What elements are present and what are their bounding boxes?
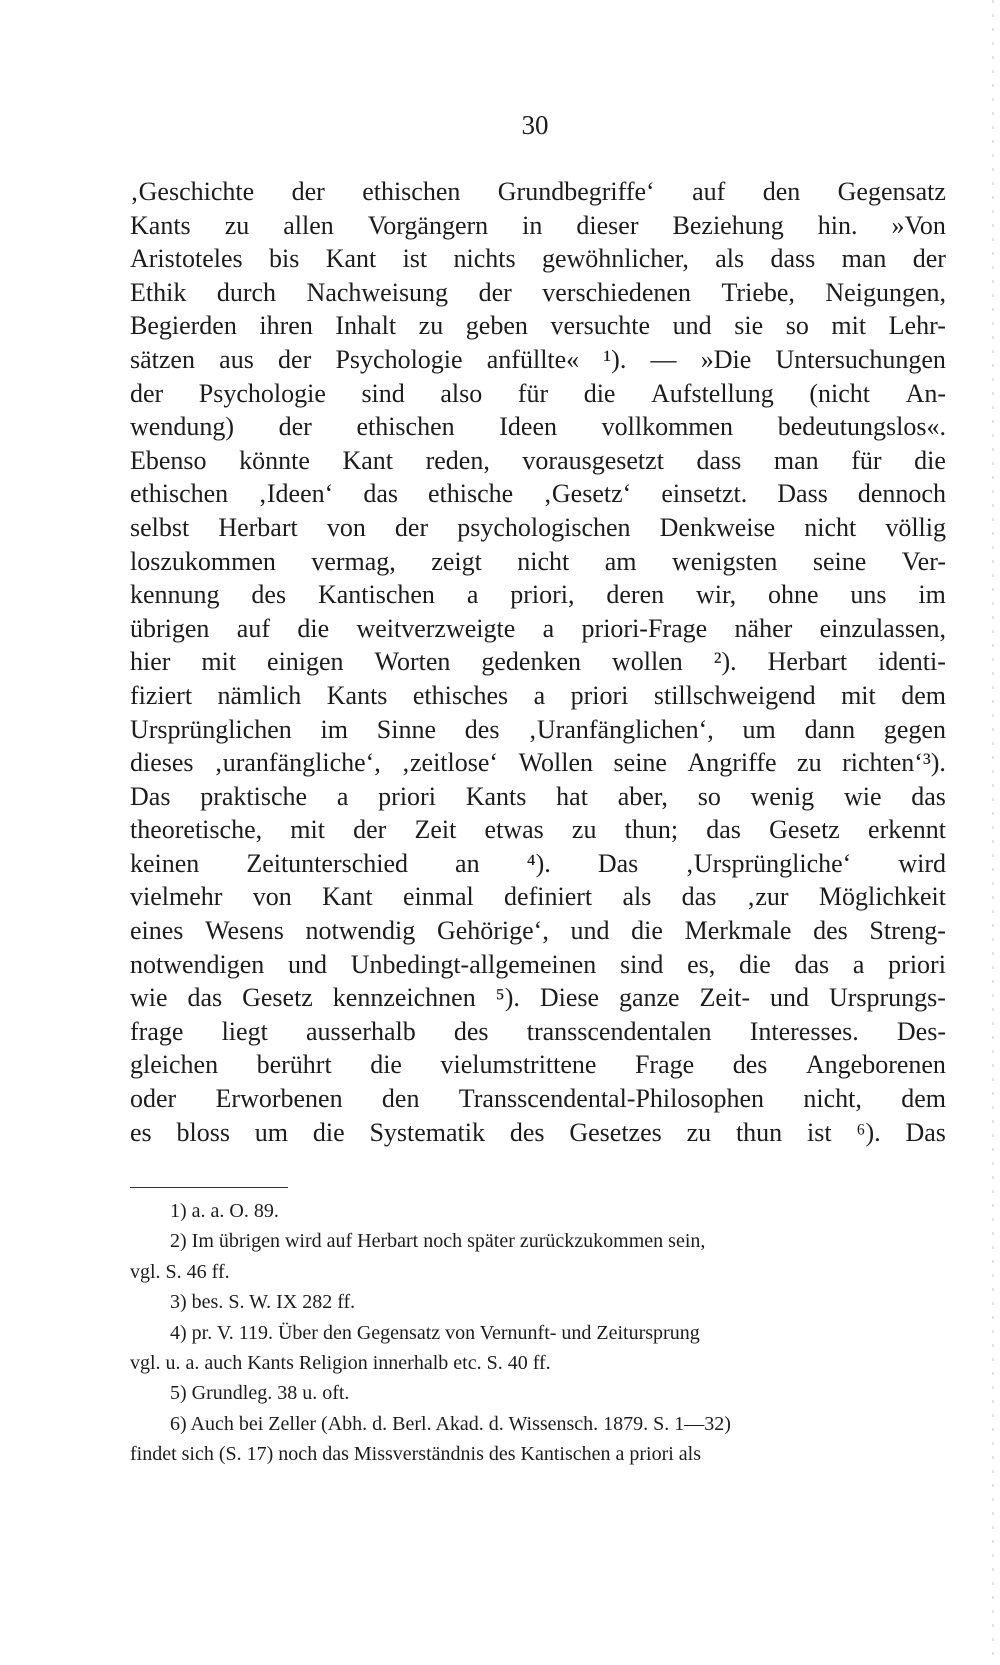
text-line: vielmehr von Kant einmal definiert als das ‚zur Möglichkeit <box>130 882 946 912</box>
text-line: Ethik durch Nachweisung der verschiedenen Triebe, Neigungen, <box>130 277 946 307</box>
text-line: übrigen auf die weitverzweigte a priori-Frage näher einzulassen, <box>130 613 946 643</box>
text-line: sätzen aus der Psychologie anfüllte« ¹). — »Die Untersuchungen <box>130 344 946 374</box>
text-line: Aristoteles bis Kant ist nichts gewöhnlicher, als dass man der <box>130 244 946 274</box>
text-line: fiziert nämlich Kants ethisches a priori stillschweigend mit dem <box>130 680 946 710</box>
text-line: notwendigen und Unbedingt-allgemeinen sind es, die das a priori <box>130 949 946 979</box>
footnote-line: vgl. u. a. auch Kants Religion innerhalb etc. S. 40 ff. <box>130 1351 551 1374</box>
footnotes-block <box>130 1196 946 1470</box>
text-line: oder Erworbenen den Transscendental-Philosophen nicht, dem <box>130 1084 946 1114</box>
text-line: keinen Zeitunterschied an ⁴). Das ‚Ursprüngliche‘ wird <box>130 848 946 878</box>
text-line: Ebenso könnte Kant reden, vorausgesetzt dass man für die <box>130 445 946 475</box>
text-line: kennung des Kantischen a priori, deren wir, ohne uns im <box>130 580 946 610</box>
footnote-line: 2) Im übrigen wird auf Herbart noch später zurückzukommen sein, <box>170 1230 706 1253</box>
text-line: Das praktische a priori Kants hat aber, so wenig wie das <box>130 781 946 811</box>
text-line: Begierden ihren Inhalt zu geben versuchte und sie so mit Lehr- <box>130 311 946 341</box>
text-line: Ursprünglichen im Sinne des ‚Uranfänglichen‘, um dann gegen <box>130 714 946 744</box>
footnote-separator <box>130 1187 288 1188</box>
footnote-line: 4) pr. V. 119. Über den Gegensatz von Vernunft- und Zeitursprung <box>170 1321 700 1344</box>
text-line: es bloss um die Systematik des Gesetzes zu thun ist ⁶). Das <box>130 1117 946 1147</box>
text-line: wie das Gesetz kennzeichnen ⁵). Diese ganze Zeit- und Ursprungs- <box>130 983 946 1013</box>
text-line: loszukommen vermag, zeigt nicht am wenigsten seine Ver- <box>130 546 946 576</box>
footnote-line: 6) Auch bei Zeller (Abh. d. Berl. Akad. d. Wissensch. 1879. S. 1—32) <box>170 1412 731 1435</box>
text-line: ‚Geschichte der ethischen Grundbegriffe‘ auf den Gegensatz <box>130 177 946 206</box>
text-line: der Psychologie sind also für die Aufstellung (nicht An- <box>130 378 946 408</box>
footnote-line: findet sich (S. 17) noch das Missverständnis des Kantischen a priori als <box>130 1443 702 1466</box>
text-line: theoretische, mit der Zeit etwas zu thun; das Gesetz erkennt <box>130 815 946 845</box>
text-line: frage liegt ausserhalb des transscendentalen Interesses. Des- <box>130 1016 946 1046</box>
text-line: Kants zu allen Vorgängern in dieser Beziehung hin. »Von <box>130 210 946 240</box>
text-line: hier mit einigen Worten gedenken wollen ²). Herbart identi- <box>130 647 946 677</box>
footnote-line: 3) bes. S. W. IX 282 ff. <box>170 1291 356 1314</box>
text-line: selbst Herbart von der psychologischen Denkweise nicht völlig <box>130 512 946 542</box>
main-text-block <box>130 175 946 1149</box>
footnote-line: 5) Grundleg. 38 u. oft. <box>170 1382 350 1405</box>
footnote-line: vgl. S. 46 ff. <box>130 1260 230 1283</box>
text-line: wendung) der ethischen Ideen vollkommen bedeutungslos«. <box>130 412 946 442</box>
text-line: dieses ‚uranfängliche‘, ‚zeitlose‘ Wollen seine Angriffe zu richten‘³). <box>130 748 946 778</box>
text-line: gleichen berührt die vielumstrittene Frage des Angeborenen <box>130 1050 946 1080</box>
text-line: ethischen ‚Ideen‘ das ethische ‚Gesetz‘ einsetzt. Dass dennoch <box>130 479 946 509</box>
footnote-line: 1) a. a. O. 89. <box>170 1200 279 1222</box>
text-line: eines Wesens notwendig Gehörige‘, und die Merkmale des Streng- <box>130 916 946 946</box>
page-number: 30 <box>521 110 549 140</box>
page-edge-scan-marks <box>992 0 994 1665</box>
